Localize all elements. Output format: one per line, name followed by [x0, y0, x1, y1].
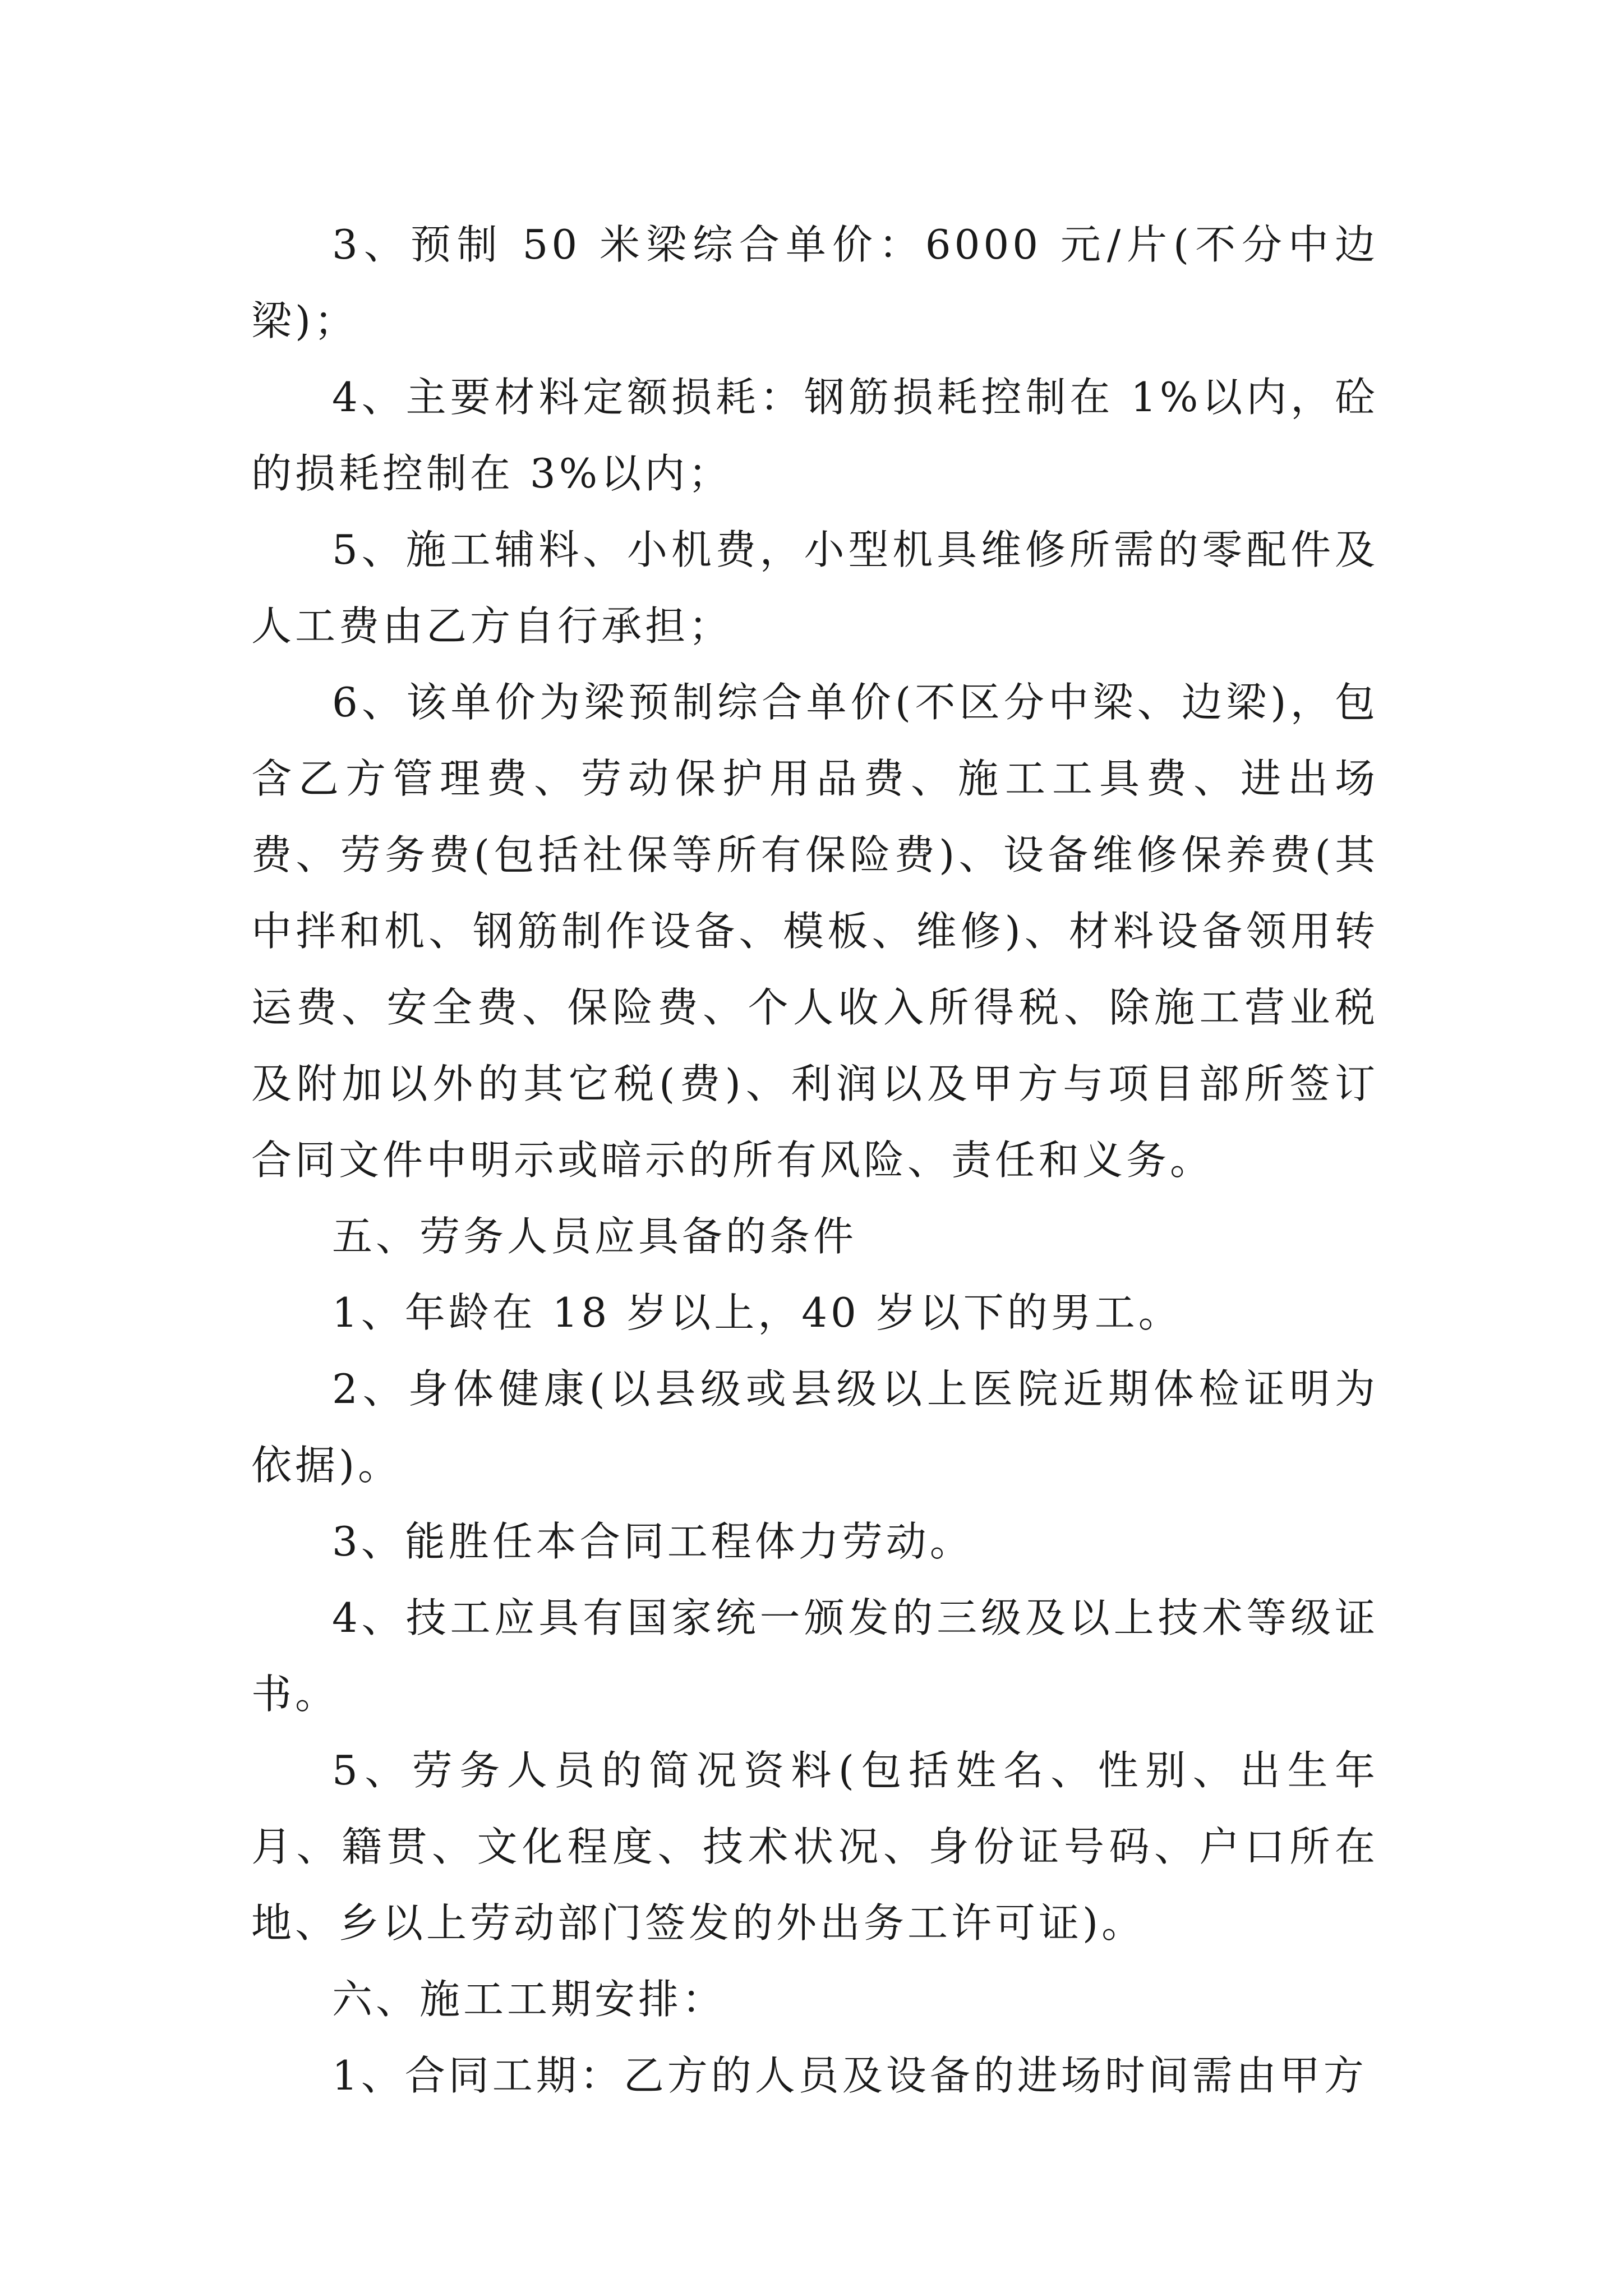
paragraph-contract-period: 1、合同工期：乙方的人员及设备的进场时间需由甲方: [332, 2052, 1367, 2099]
section-heading-schedule: 六、施工工期安排：: [332, 1976, 726, 2023]
paragraph-labor-capability: 3、能胜任本合同工程体力劳动。: [332, 1518, 974, 1565]
section-heading-worker-requirements: 五、劳务人员应具备的条件: [332, 1213, 857, 1260]
paragraph-health-requirement: 2、身体健康(以县级或县级以上医院近期体检证明为依据)。: [251, 1365, 1378, 1489]
paragraph-technician-certificate: 4、技工应具有国家统一颁发的三级及以上技术等级证书。: [251, 1594, 1378, 1718]
paragraph-unit-price-scope: 6、该单价为梁预制综合单价(不区分中梁、边梁)，包含乙方管理费、劳动保护用品费、施工工具费、进出场费、劳务费(包括社保等所有保险费)、设备维修保养费(其中拌和机、钢筋制作设备、模板、维修)、材料设备领用转运费、安全费、保险费、个人收入所得税、除施工营业税及附加以外的其它税(费)、利润以及甲方与项目部所签订合同文件中明示或暗示的所有风险、责任和义务。: [251, 679, 1378, 1184]
paragraph-material-loss: 4、主要材料定额损耗：钢筋损耗控制在 1%以内，砼的损耗控制在 3%以内；: [251, 374, 1378, 497]
document-body: [251, 206, 1378, 2114]
paragraph-age-requirement: 1、年龄在 18 岁以上，40 岁以下的男工。: [332, 1289, 1182, 1336]
paragraph-auxiliary-costs: 5、施工辅料、小机费，小型机具维修所需的零配件及人工费由乙方自行承担；: [251, 526, 1378, 650]
paragraph-worker-profile: 5、劳务人员的简况资料(包括姓名、性别、出生年月、籍贯、文化程度、技术状况、身份证号码、户口所在地、乡以上劳动部门签发的外出务工许可证)。: [251, 1747, 1378, 1947]
paragraph-price-50m-beam: 3、预制 50 米梁综合单价：6000 元/片(不分中边梁)；: [251, 221, 1378, 344]
